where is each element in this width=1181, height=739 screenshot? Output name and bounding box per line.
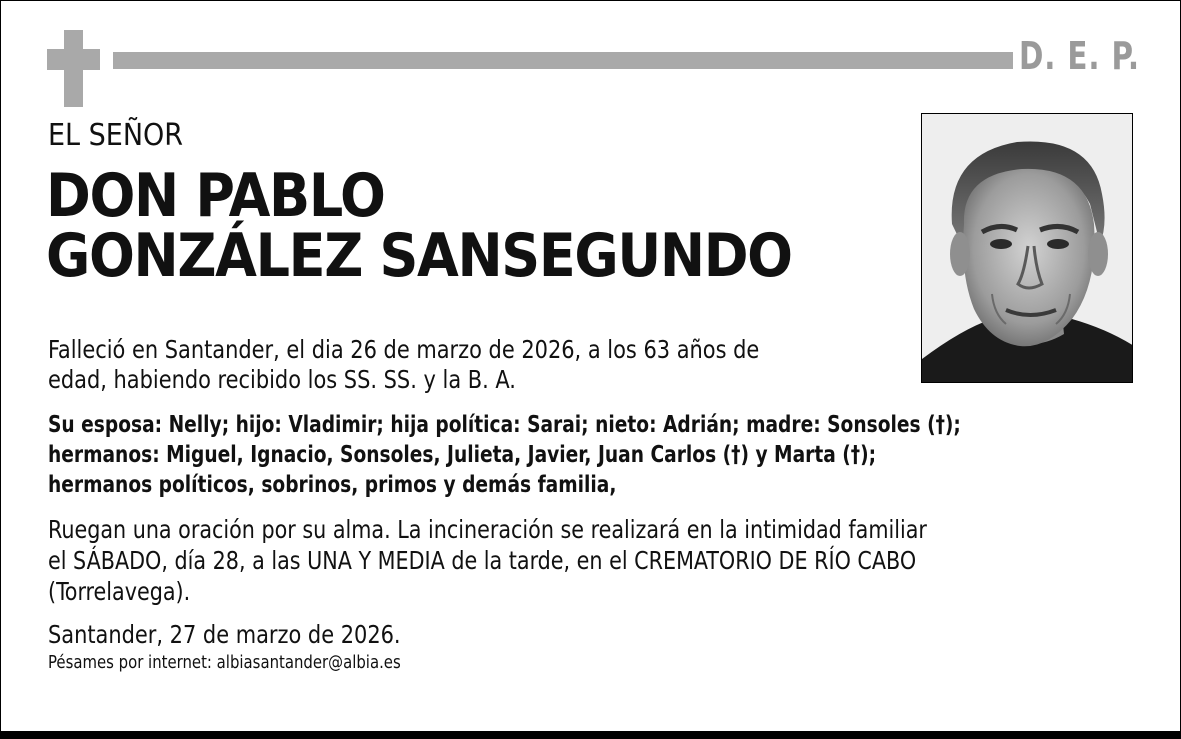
ceremony-line-2: el SÁBADO, día 28, a las UNA Y MEDIA de la tarde, en el CREMATORIO DE RÍO CABO (48, 546, 917, 575)
ceremony-notice (48, 514, 927, 607)
death-notice-line-1: Falleció en Santander, el dia 26 de marzo de 2026, a los 63 años de (48, 335, 760, 364)
header-rule (113, 52, 1013, 69)
death-notice (48, 335, 759, 395)
place-date: Santander, 27 de marzo de 2026. (48, 620, 401, 649)
family-list (48, 410, 961, 500)
ceremony-line-1: Ruegan una oración por su alma. La incineración se realizará en la intimidad familiar (48, 515, 927, 544)
dep-label: D. E. P. (1019, 34, 1140, 78)
condolences-email: Pésames por internet: albiasantander@albia.es (48, 652, 401, 673)
deceased-name (46, 161, 792, 291)
honorific: EL SEÑOR (48, 118, 184, 153)
name-line-2: GONZÁLEZ SANSEGUNDO (46, 221, 792, 291)
name-line-1: DON PABLO (46, 161, 385, 231)
death-notice-line-2: edad, habiendo recibido los SS. SS. y la B. A. (48, 365, 516, 394)
portrait-image (922, 114, 1133, 383)
family-line-3: hermanos políticos, sobrinos, primos y demás familia, (48, 472, 617, 498)
family-line-2: hermanos: Miguel, Ignacio, Sonsoles, Julieta, Javier, Juan Carlos (†) y Marta (†); (48, 442, 877, 468)
portrait-photo (921, 113, 1133, 383)
ceremony-line-3: (Torrelavega). (48, 577, 191, 606)
family-line-1: Su esposa: Nelly; hijo: Vladimir; hija política: Sarai; nieto: Adrián; madre: Sonsoles (†); (48, 412, 961, 438)
